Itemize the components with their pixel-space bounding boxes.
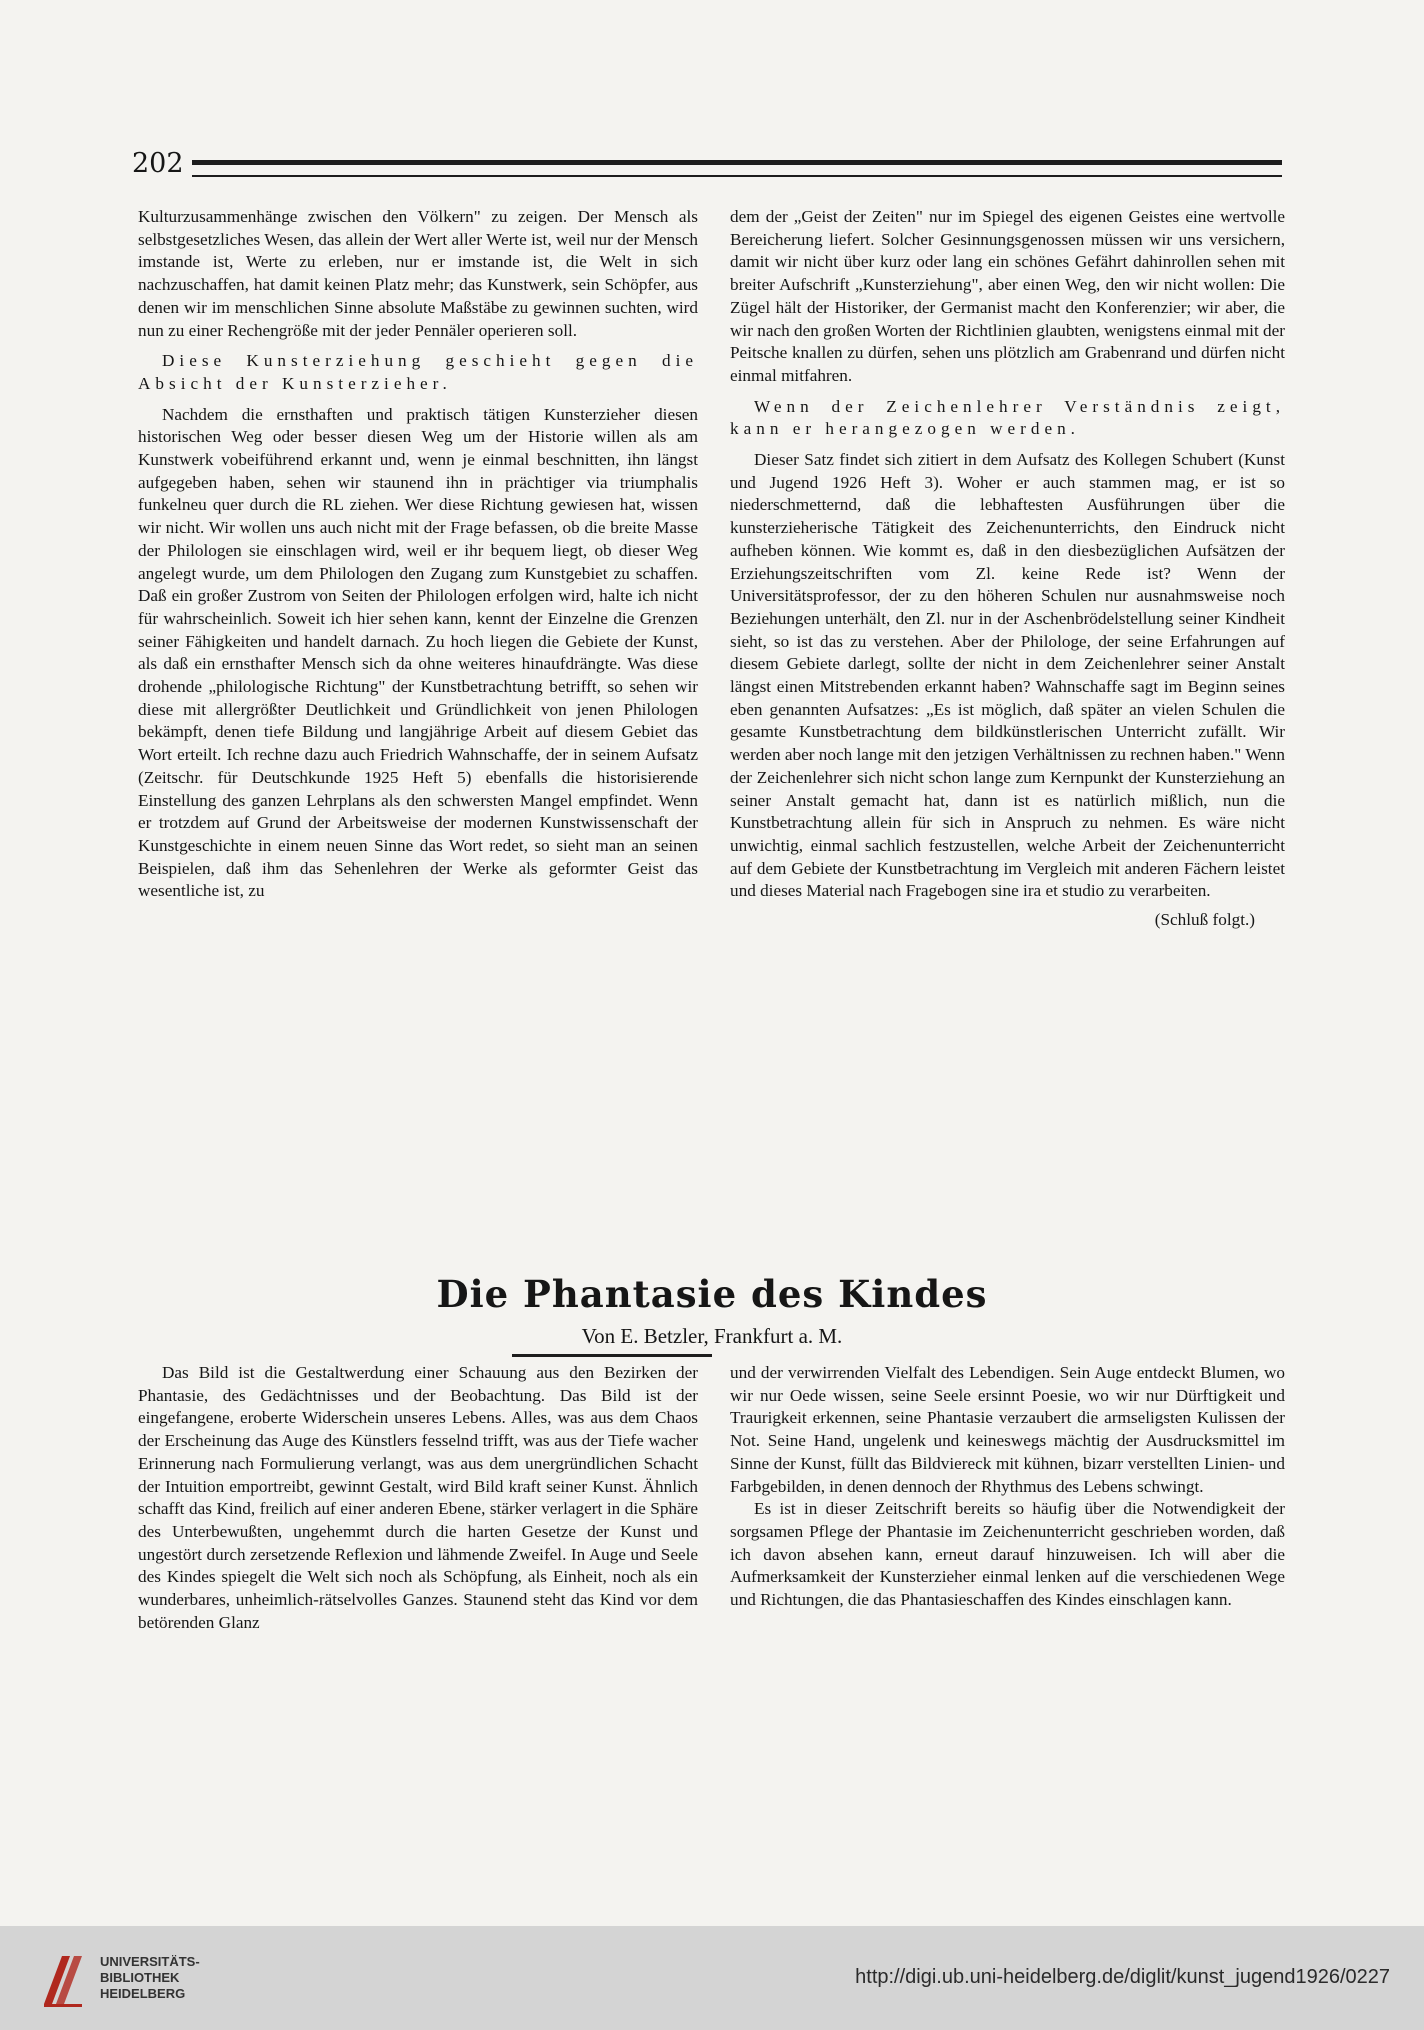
library-name-line: HEIDELBERG — [100, 1986, 186, 2001]
permalink-url[interactable]: http://digi.ub.uni-heidelberg.de/diglit/kunst_jugend1926/0227 — [855, 1966, 1390, 1988]
library-name-line: BIBLIOTHEK — [100, 1970, 180, 1985]
column-top-left — [138, 206, 698, 1236]
column-top-right — [730, 206, 1285, 1236]
paragraph: dem der „Geist der Zeiten" nur im Spiegel des eigenen Geistes eine wertvolle Bereicherung liefert. Solcher Gesinnungsgenossen müssen wir uns versichern, damit wir nicht über kurz oder lang ein schönes Gefährt dahinrollen sehen mit breiter Aufschrift „Kunsterziehung", aber einen Weg, den wir nicht wollen: Die Zügel hält der Historiker, der Germanist macht den Konferenzier; wir aber, die wir nach den großen Worten der Richtlinien glaubten, wenigstens einmal mit der Peitsche knallen zu dürfen, sehen uns plötzlich am Grabenrand und dürfen nicht einmal mitfahren. — [730, 207, 1285, 385]
paragraph: Dieser Satz findet sich zitiert in dem Aufsatz des Kollegen Schubert (Kunst und Jugend 1926 Heft 3). Woher er auch stammen mag, er ist so niederschmetternd, daß die lebhaftesten Ausführungen über die kunsterzieherische Tätigkeit des Zeichenunterrichts, den Eindruck nicht aufheben können. Wie kommt es, daß in den diesbezüglichen Aufsätzen der Erziehungszeitschriften vom Zl. keine Rede ist? Wenn der Universitätsprofessor, der zu den höheren Schulen nur ausnahmsweise noch Beziehungen unterhält, den Zl. nur in der Aschenbrödelstellung seiner Kindheit sieht, so ist das zu verstehen. Aber der Philologe, der seine Erfahrungen auf diesem Gebiete darlegt, sollte der nicht in dem Zeichenlehrer seiner Anstalt längst einen Mitstrebenden erkannt haben? Wahnschaffe sagt im Beginn seines eben genannten Aufsatzes: „Es ist möglich, daß später an vielen Schulen die gesamte Kunstbetrachtung dem bildkünstlerischen Unterricht zufällt. Wir werden aber noch lange mit den jetzigen Verhältnissen zu rechnen haben." Wenn der Zeichenlehrer sich nicht schon lange zum Kernpunkt der Kunsterziehung an seiner Anstalt gemacht hat, dann ist es natürlich mißlich, nun die Kunstbetrachtung allein für sich in Anspruch zu nehmen. Es wäre nicht unwichtig, einmal sachlich festzustellen, welche Arbeit der Zeichenunterricht auf dem Gebiete der Kunstbetrachtung im Vergleich mit anderen Fächern leistet und dieses Material nach Fragebogen sine ira et studio zu verarbeiten. — [730, 450, 1285, 901]
page-header — [132, 148, 1282, 188]
spaced-heading: Wenn der Zeichenlehrer Verständnis zeigt, kann er herangezogen werden. — [730, 396, 1285, 439]
to-be-continued: (Schluß folgt.) — [1154, 910, 1255, 930]
library-name — [100, 1954, 200, 2002]
library-name-line: UNIVERSITÄTS- — [100, 1954, 200, 1969]
column-bottom-left — [138, 1362, 698, 1762]
page-number: 202 — [132, 148, 184, 179]
paragraph: Es ist in dieser Zeitschrift bereits so häufig über die Notwendigkeit der sorgsamen Pflege der Phantasie im Zeichenunterricht geschrieben worden, daß ich davon absehen kann, erneut darauf hinzuweisen. Ich will aber die Aufmerksamkeit der Kunsterzieher einmal lenken auf die verschiedenen Wege und Richtungen, die das Phantasieschaffen des Kindes einschlagen kann. — [730, 1499, 1285, 1610]
university-logo-icon — [40, 1950, 90, 2008]
paragraph: Nachdem die ernsthaften und praktisch tätigen Kunsterzieher diesen historischen Weg oder besser diesen Weg um der Historie willen als am Kunstwerk vobeiführend erkannt und, wenn je einmal beschnitten, ihn längst aufgegeben haben, sehen wir staunend ihn in prächtiger via triumphalis funkelneu quer durch die RL ziehen. Wer diese Richtung gewiesen hat, wissen wir nicht. Wir wollen uns auch nicht mit der Frage befassen, ob die breite Masse der Philologen sie einschlagen wird, weil er ihr bequem liegt, ob dieser Weg angelegt wurde, um dem Philologen den Zugang zum Kunstgebiet zu schaffen. Daß ein großer Zustrom von Seiten der Philologen erfolgen wird, halte ich nicht für wahrscheinlich. Soweit ich hier sehen kann, kennt der Einzelne die Grenzen seiner Fähigkeiten und handelt darnach. Zu hoch liegen die Gebiete der Kunst, als daß ein ernsthafter Mensch sich da ohne weiteres hinaufdrängte. Was diese drohende „philologische Richtung" der Kunstbetrachtung betrifft, so sehen wir diese mit allergrößter Deutlichkeit und Gründlichkeit von jenen Philologen bekämpft, denen tiefe Bildung und langjährige Arbeit auf diesem Gebiet das Wort erteilt. Ich rechne dazu auch Friedrich Wahnschaffe, der in seinem Aufsatz (Zeitschr. für Deutschkunde 1925 Heft 5) ebenfalls die historisierende Einstellung des ganzen Lehrplans als den schwersten Mangel empfindet. Wenn er trotzdem auf Grund der Arbeitsweise der modernen Kunstwissenschaft der Kunstgeschichte in einem neuen Sinne das Wort redet, so sieht man an seinen Beispielen, daß ihm das Sehenlehren der Werke als geformter Geist das wesentliche ist, zu — [138, 404, 698, 901]
paragraph: Das Bild ist die Gestaltwerdung einer Schauung aus den Bezirken der Phantasie, des Gedächtnisses und der Beobachtung. Das Bild ist der eingefangene, eroberte Widerschein unseres Lebens. Alles, was aus dem Chaos der Erscheinung das Auge des Künstlers fesselnd trifft, was aus der Tiefe wacher Erinnerung nach Formulierung verlangt, was aus dem unergründlichen Schacht der Intuition emportreibt, gewinnt Gestalt, wird Bild kraft seiner Kunst. Ähnlich schafft das Kind, freilich auf einer anderen Ebene, stärker verlagert in die Sphäre des Unterbewußten, ungehemmt durch die harten Gesetze der Kunst und ungestört durch zersetzende Reflexion und lähmende Zweifel. In Auge und Seele des Kindes spiegelt die Welt sich noch als Schöpfung, als Einheit, noch als ein wunderbares, unheimlich-rätselvolles Ganzes. Staunend steht das Kind vor dem betörenden Glanz — [138, 1363, 698, 1632]
article-byline: Von E. Betzler, Frankfurt a. M. — [581, 1324, 843, 1348]
article-title: Die Phantasie des Kindes — [436, 1272, 988, 1316]
spaced-heading: Diese Kunsterziehung geschieht gegen die Absicht der Kunsterzieher. — [138, 351, 698, 393]
header-rule — [192, 160, 1282, 177]
paragraph: und der verwirrenden Vielfalt des Lebendigen. Sein Auge entdeckt Blumen, wo wir nur Oede wissen, seine Seele ersinnt Poesie, wo wir nur Dürftigkeit und Traurigkeit erkennen, seine Phantasie verzaubert die armseligsten Kulissen der Not. Seine Hand, ungelenk und keineswegs mächtig der Ausdrucksmittel im Sinne der Kunst, füllt das Bildviereck mit kühnen, bizarr verstellten Linien- und Farbgebilden, in denen dennoch der Rhythmus des Lebens schwingt. — [730, 1363, 1285, 1496]
byline-rule — [512, 1354, 712, 1357]
column-bottom-right — [730, 1362, 1285, 1762]
paragraph: Kulturzusammenhänge zwischen den Völkern" zu zeigen. Der Mensch als selbstgesetzliches Wesen, das allein der Wert aller Werte ist, weil nur der Mensch imstande ist, Werte zu erleben, nur er imstande ist, die Welt in sich nachzuschaffen, hat damit keinen Platz mehr; das Kunstwerk, sein Schöpfer, aus denen wir im menschlichen Sinne absolute Maßstäbe zu gewinnen suchten, wird nun zu einer Rechengröße mit der jeder Pennäler operieren soll. — [138, 207, 698, 340]
library-footer — [0, 1926, 1424, 2030]
